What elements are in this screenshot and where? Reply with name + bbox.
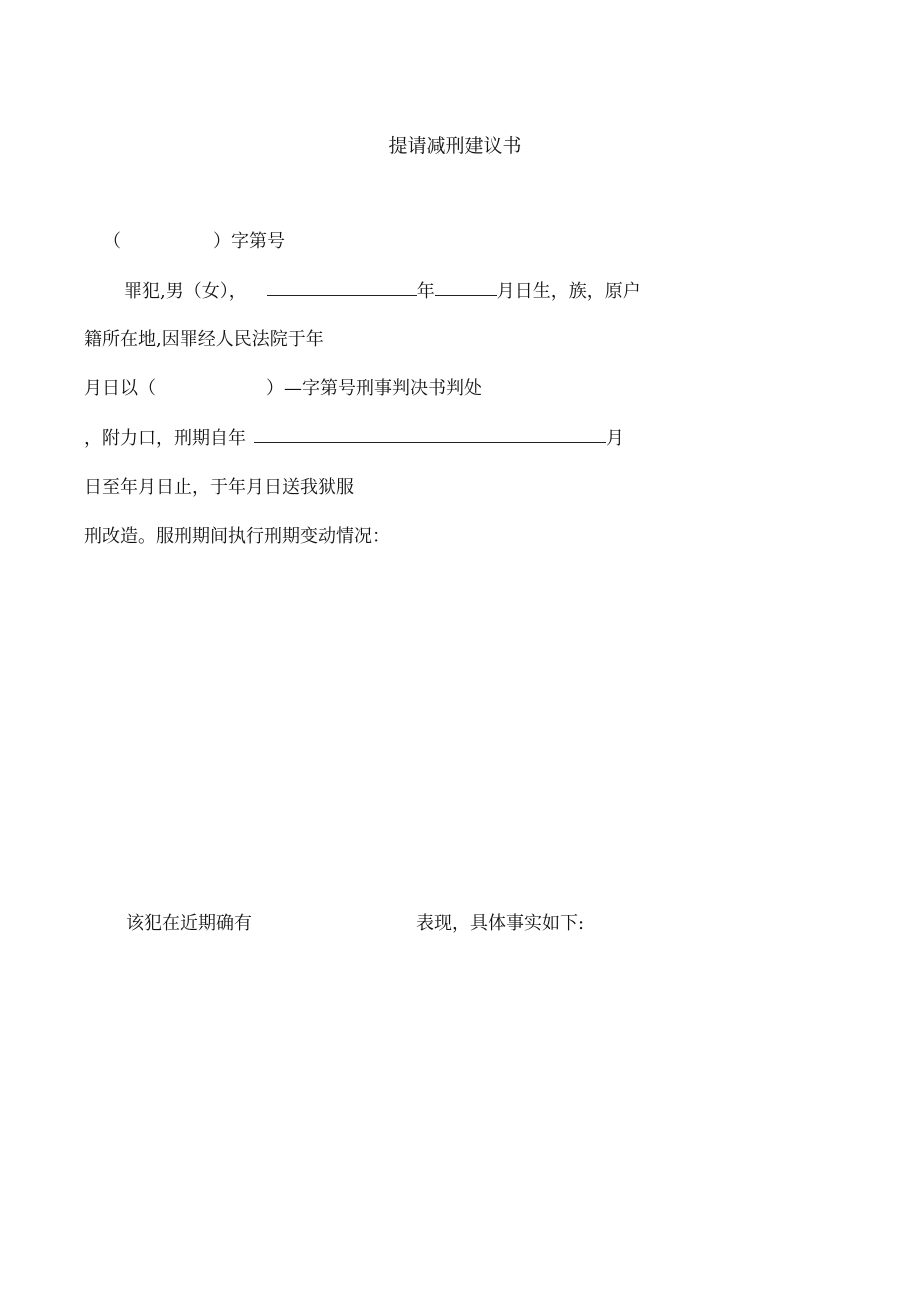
sentence-period-blank bbox=[254, 425, 606, 443]
document-number-suffix: ）字第号 bbox=[213, 231, 285, 252]
birth-info-text: 月日生，族，原户 bbox=[496, 281, 641, 302]
birth-year-blank bbox=[267, 278, 417, 296]
facts-intro-text: 表现，具体事实如下: bbox=[416, 913, 585, 934]
document-number-line bbox=[103, 230, 285, 254]
para-judgment-line bbox=[84, 377, 482, 401]
birth-month-blank bbox=[435, 278, 497, 296]
judgment-text: ）—字第号刑事判决书判处 bbox=[266, 378, 482, 399]
criminal-gender-text: 罪犯,男（女）， bbox=[124, 281, 247, 302]
para-criminal-info-line1 bbox=[124, 279, 641, 304]
document-title: 提请减刑建议书 bbox=[388, 135, 522, 157]
para-criminal-info-line2: 籍所在地,因罪经人民法院于年 bbox=[84, 329, 324, 350]
month-label: 月 bbox=[606, 428, 624, 449]
para-sentence-period-line: 日至年月日止，于年月日送我狱服 bbox=[84, 477, 354, 498]
performance-text: 该犯在近期确有 bbox=[126, 913, 252, 934]
sentence-text: ，附力口，刑期自年 bbox=[84, 428, 246, 449]
para-sentence-change-line: 刑改造。服刑期间执行刑期变动情况： bbox=[84, 526, 390, 547]
year-label: 年 bbox=[416, 281, 435, 302]
document-number-open: （ bbox=[103, 231, 121, 252]
para-sentence-line bbox=[84, 426, 624, 451]
judgment-date-text: 月日以（ bbox=[84, 378, 156, 399]
para-performance-line bbox=[126, 912, 584, 936]
